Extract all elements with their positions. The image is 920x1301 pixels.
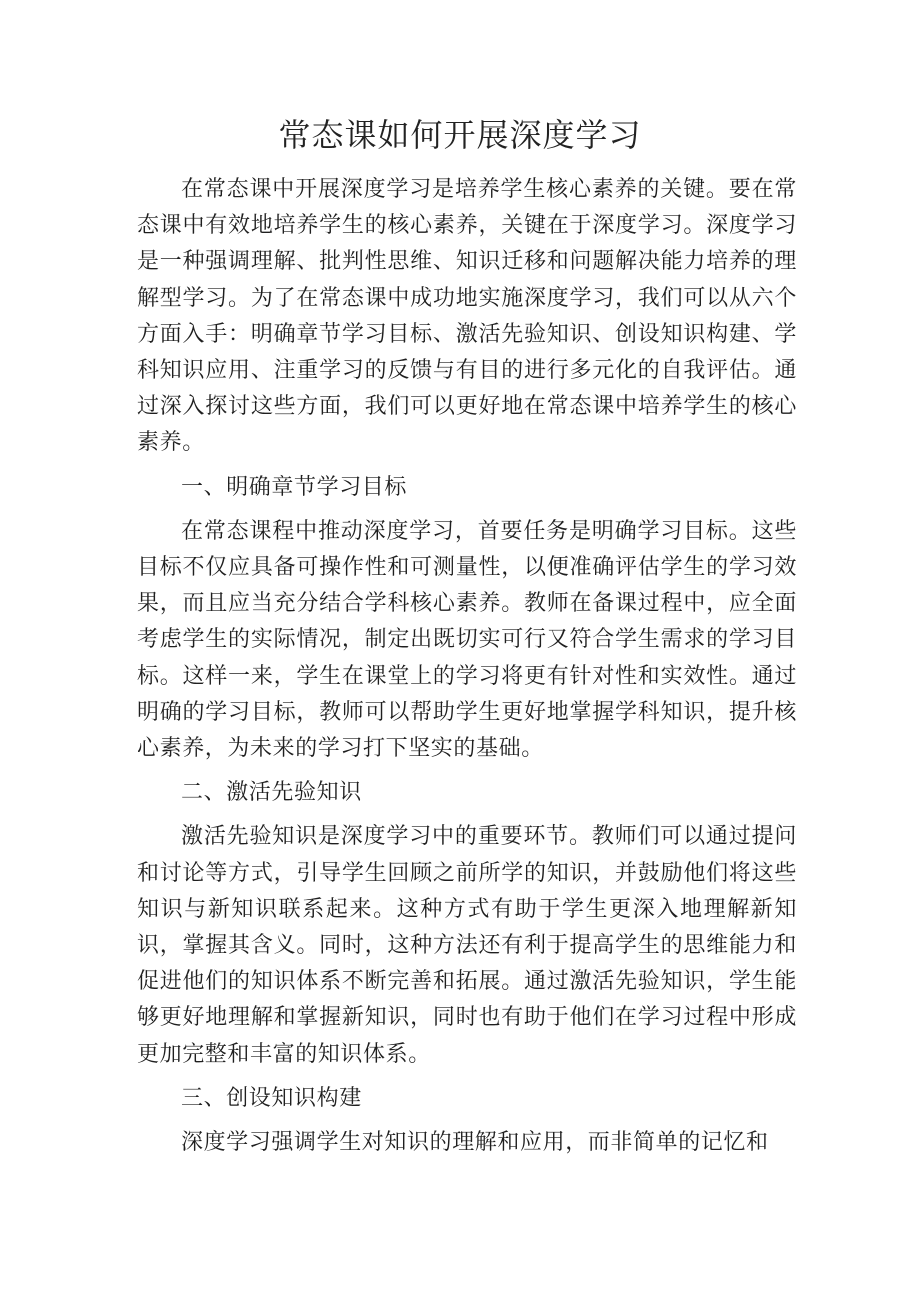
section-heading-2: 二、激活先验知识 xyxy=(181,780,362,806)
section-paragraph-2: 激活先验知识是深度学习中的重要环节。教师们可以通过提问和讨论等方式，引导学生回顾之前所学的知识，并鼓励他们将这些知识与新知识联系起来。这种方式有助于学生更深入地理解新知识，掌握其含义。同时，这种方法还有利于提高学生的思维能力和促进他们的知识体系不断完善和拓展。通过激活先验知识，学生能够更好地理解和掌握新知识，同时也有助于他们在学习过程中形成更加完整和丰富的知识体系。 xyxy=(137,824,797,1067)
section-heading-1: 一、明确章节学习目标 xyxy=(181,474,408,500)
section-paragraph-1: 在常态课程中推动深度学习，首要任务是明确学习目标。这些目标不仅应具备可操作性和可测量性，以便准确评估学生的学习效果，而且应当充分结合学科核心素养。教师在备课过程中，应全面考虑学生的实际情况，制定出既切实可行又符合学生需求的学习目标。这样一来，学生在课堂上的学习将更有针对性和实效性。通过明确的学习目标，教师可以帮助学生更好地掌握学科知识，提升核心素养，为未来的学习打下坚实的基础。 xyxy=(137,518,797,762)
section-paragraph-3: 深度学习强调学生对知识的理解和应用，而非简单的记忆和 xyxy=(181,1130,769,1156)
document-title: 常态课如何开展深度学习 xyxy=(278,116,642,154)
intro-paragraph: 在常态课中开展深度学习是培养学生核心素养的关键。要在常态课中有效地培养学生的核心素养，关键在于深度学习。深度学习是一种强调理解、批判性思维、知识迁移和问题解决能力培养的理解型学习。为了在常态课中成功地实施深度学习，我们可以从六个方面入手：明确章节学习目标、激活先验知识、创设知识构建、学科知识应用、注重学习的反馈与有目的进行多元化的自我评估。通过深入探讨这些方面，我们可以更好地在常态课中培养学生的核心素养。 xyxy=(137,177,797,456)
section-heading-3: 三、创设知识构建 xyxy=(181,1085,362,1111)
document-body xyxy=(137,172,797,1169)
